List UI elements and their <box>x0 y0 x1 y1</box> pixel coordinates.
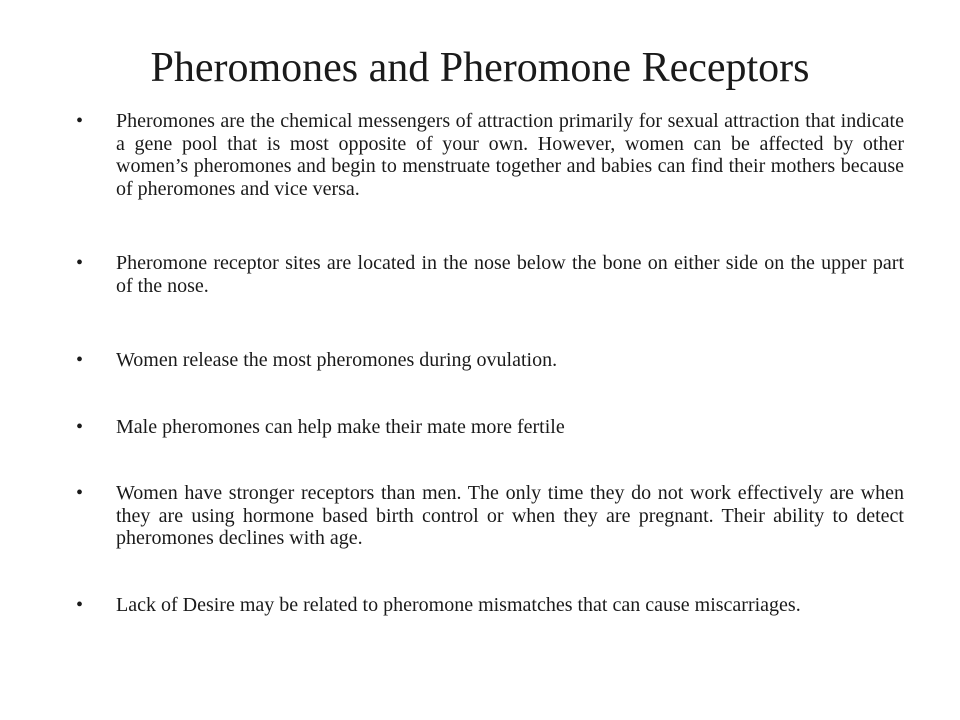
bullet-text: Pheromone receptor sites are located in the nose below the bone on either side on the upper part of the nose. <box>116 252 904 297</box>
bullet-item <box>76 415 904 439</box>
slide-title: Pheromones and Pheromone Receptors <box>150 45 810 91</box>
bullet-text: Women have stronger receptors than men. The only time they do not work effectively are when they are using hormone based birth control or when they are pregnant. Their ability to detect pheromones declines with age. <box>116 482 904 549</box>
bullet-list <box>76 110 904 616</box>
bullet-text: Women release the most pheromones during ovulation. <box>116 349 558 371</box>
bullet-item <box>76 593 904 617</box>
bullet-marker: • <box>76 349 84 371</box>
bullet-text: Male pheromones can help make their mate more fertile <box>116 415 565 438</box>
bullet-marker: • <box>76 482 84 504</box>
bullet-marker: • <box>76 110 84 132</box>
bullet-item <box>76 252 904 297</box>
bullet-marker: • <box>76 252 84 274</box>
bullet-marker: • <box>76 593 84 616</box>
bullet-item <box>76 482 904 550</box>
bullet-text: Pheromones are the chemical messengers of attraction primarily for sexual attraction that indicate a gene pool that is most opposite of your own. However, women can be affected by other women’s pheromones and begin to menstruate together and babies can find their mothers because of pheromones and vice versa. <box>116 110 904 200</box>
bullet-item <box>76 110 904 200</box>
bullet-text: Lack of Desire may be related to pheromone mismatches that can cause miscarriages. <box>116 593 801 616</box>
bullet-marker: • <box>76 415 84 438</box>
bullet-item <box>76 349 904 372</box>
